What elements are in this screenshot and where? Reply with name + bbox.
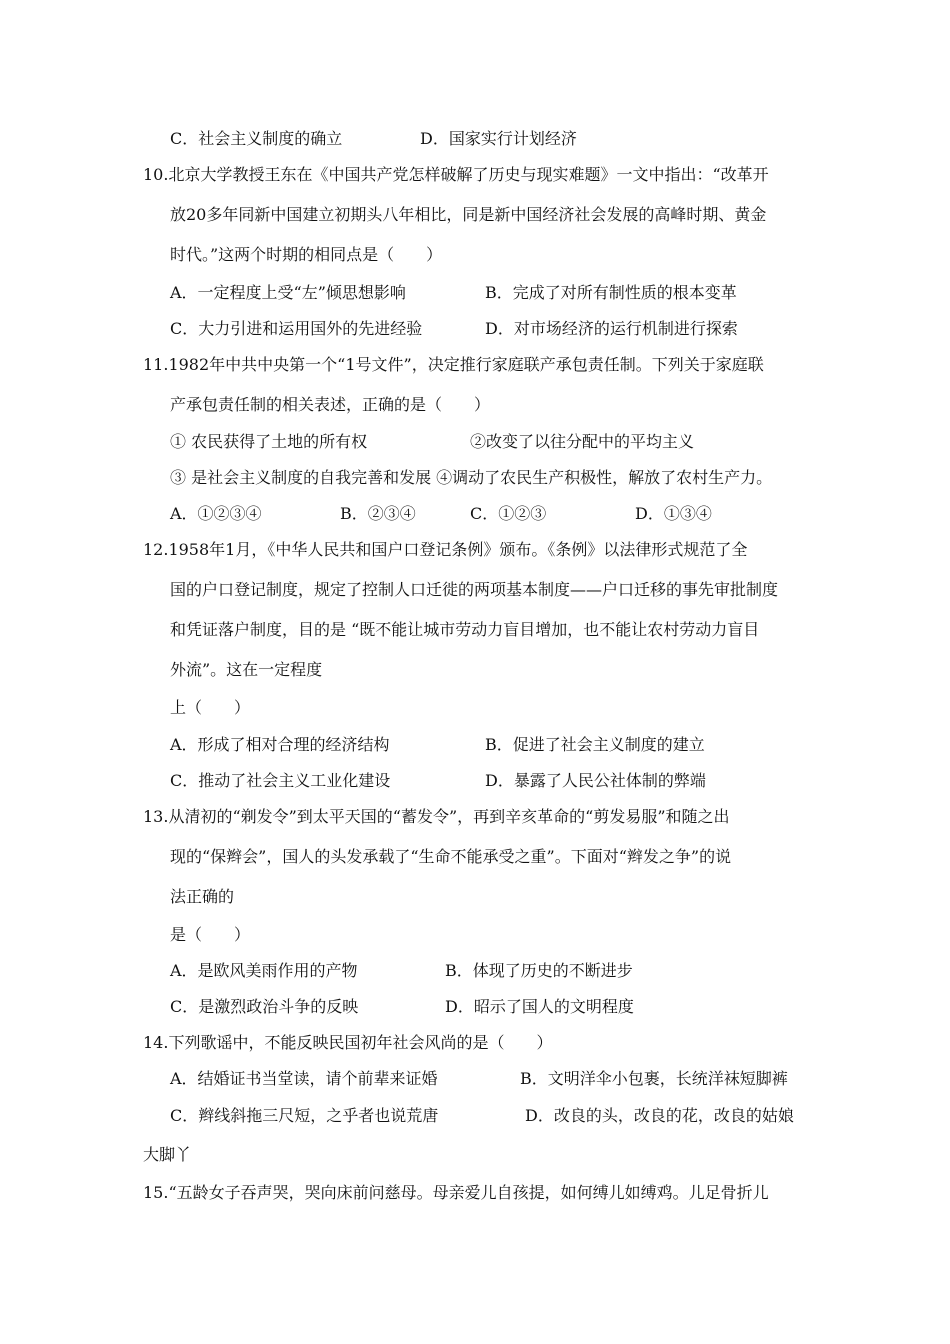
q13-stem-line2: 现的“保辫会”，国人的头发承载了“生命不能承受之重”。下面对“辫发之争”的说 (170, 847, 732, 866)
q9-option-c: C．社会主义制度的确立 (170, 129, 343, 148)
q10-option-b: B．完成了对所有制性质的根本变革 (485, 283, 737, 302)
q14-option-d: D．改良的头，改良的花，改良的姑娘 (525, 1106, 794, 1125)
q10-option-a: A．一定程度上受“左”倾思想影响 (170, 283, 406, 302)
q14-option-c: C．辫线斜拖三尺短，之乎者也说荒唐 (170, 1106, 439, 1125)
q13-stem-line1: 13.从清初的“剃发令”到太平天国的“蓄发令”，再到辛亥革命的“剪发易服”和随之出 (143, 807, 730, 826)
q11-option-c: C．①②③ (470, 504, 547, 523)
q11-option-b: B．②③④ (340, 504, 416, 523)
q10-option-d: D．对市场经济的运行机制进行探索 (485, 319, 738, 338)
q12-stem-line4: 外流”。这在一定程度 (170, 660, 323, 679)
q11-stem-line2: 产承包责任制的相关表述，正确的是（ ） (170, 395, 491, 414)
q12-stem-line3: 和凭证落户制度，目的是 “既不能让城市劳动力盲目增加，也不能让农村劳动力盲目 (170, 620, 760, 639)
q12-stem-line1: 12.1958年1月，《中华人民共和国户口登记条例》颁布。《条例》以法律形式规范了全 (143, 540, 748, 559)
q11-option-d: D．①③④ (635, 504, 712, 523)
q11-stem-line1: 11.1982年中共中央第一个“1号文件”，决定推行家庭联产承包责任制。下列关于家庭联 (143, 355, 764, 374)
q14-option-a: A．结婚证书当堂读，请个前辈来证婚 (170, 1069, 438, 1088)
q13-stem-line4: 是（ ） (170, 925, 251, 944)
q13-option-c: C．是激烈政治斗争的反映 (170, 997, 359, 1016)
q11-option-a: A．①②③④ (170, 504, 262, 523)
q12-option-a: A．形成了相对合理的经济结构 (170, 735, 390, 754)
q10-stem-line3: 时代。”这两个时期的相同点是（ ） (170, 245, 443, 264)
q10-stem-text1: 10.北京大学教授王东在《中国共产党怎样破解了历史与现实难题》一文中指出：“改革开 (143, 165, 769, 184)
q11-statement-2: ②改变了以往分配中的平均主义 (470, 432, 695, 451)
q12-option-b: B．促进了社会主义制度的建立 (485, 735, 705, 754)
q13-option-b: B．体现了历史的不断进步 (445, 961, 633, 980)
q11-statements-3-4: ③ 是社会主义制度的自我完善和发展 ④调动了农民生产积极性，解放了农村生产力。 (170, 468, 773, 487)
q10-option-c: C．大力引进和运用国外的先进经验 (170, 319, 423, 338)
q13-option-a: A．是欧风美雨作用的产物 (170, 961, 358, 980)
q14-option-d-cont: 大脚丫 (143, 1145, 192, 1164)
q10-stem-line2: 放20多年同新中国建立初期头八年相比，同是新中国经济社会发展的高峰时期、黄金 (170, 205, 767, 224)
q12-option-d: D．暴露了人民公社体制的弊端 (485, 771, 706, 790)
q14-stem: 14.下列歌谣中，不能反映民国初年社会风尚的是（ ） (143, 1033, 553, 1052)
q9-option-d: D．国家实行计划经济 (420, 129, 577, 148)
q11-statement-1: ① 农民获得了土地的所有权 (170, 432, 368, 451)
q10-stem-line1 (143, 165, 808, 185)
q12-option-c: C．推动了社会主义工业化建设 (170, 771, 391, 790)
q12-stem-line2: 国的户口登记制度，规定了控制人口迁徙的两项基本制度——户口迁移的事先审批制度 (170, 580, 779, 599)
q15-stem-line1: 15.“五龄女子吞声哭，哭向床前问慈母。母亲爱儿自孩提，如何缚儿如缚鸡。儿足骨折儿 (143, 1183, 769, 1202)
q14-option-b: B．文明洋伞小包裹，长统洋袜短脚裤 (520, 1069, 788, 1088)
q12-stem-line5: 上（ ） (170, 698, 251, 717)
q13-option-d: D．昭示了国人的文明程度 (445, 997, 634, 1016)
q13-stem-line3: 法正确的 (170, 887, 235, 906)
